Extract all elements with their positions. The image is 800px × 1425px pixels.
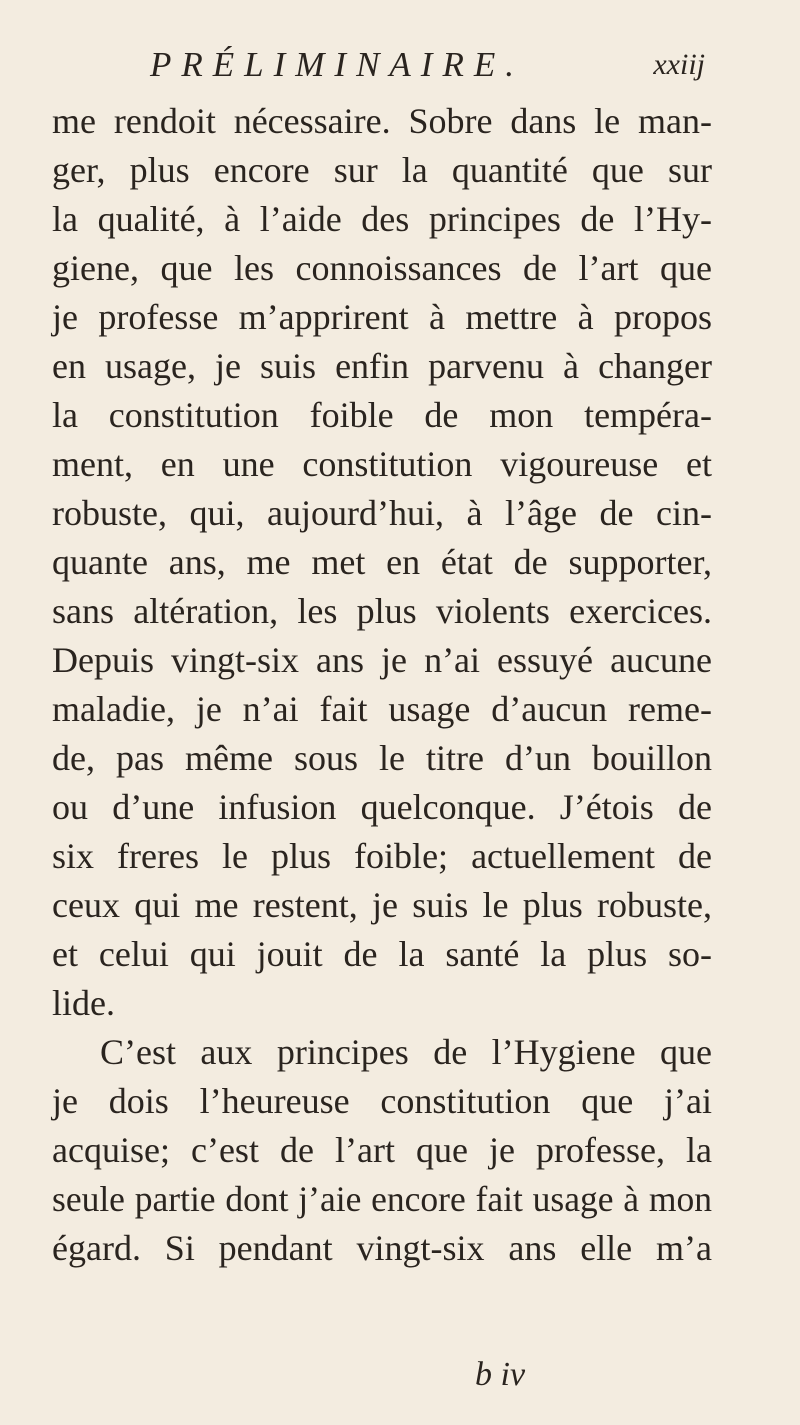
running-head <box>150 40 705 90</box>
text-line: ceux qui me restent, je suis le plus robuste, <box>52 885 712 925</box>
text-line: je dois l’heureuse constitution que j’ai <box>52 1081 712 1121</box>
text-line: giene, que les connoissances de l’art que <box>52 248 712 288</box>
text-line: en usage, je suis enfin parvenu à changer <box>52 346 712 386</box>
text-line: maladie, je n’ai fait usage d’aucun reme- <box>52 689 712 729</box>
text-line: robuste, qui, aujourd’hui, à l’âge de cin- <box>52 493 712 533</box>
paragraph-end-line: lide. <box>52 983 115 1023</box>
text-line: six freres le plus foible; actuellement de <box>52 836 712 876</box>
text-line: la constitution foible de mon tempéra- <box>52 395 712 435</box>
paragraph-start-line: C’est aux principes de l’Hygiene que <box>100 1032 712 1072</box>
running-title: PRÉLIMINAIRE. <box>150 45 524 84</box>
page-number: xxiij <box>653 48 705 81</box>
text-line: et celui qui jouit de la santé la plus so- <box>52 934 712 974</box>
body-text <box>52 97 712 1273</box>
text-line: acquise; c’est de l’art que je professe, la <box>52 1130 712 1170</box>
text-line: de, pas même sous le titre d’un bouillon <box>52 738 712 778</box>
text-line: ment, en une constitution vigoureuse et <box>52 444 712 484</box>
text-line: quante ans, me met en état de supporter, <box>52 542 712 582</box>
text-line: égard. Si pendant vingt-six ans elle m’a <box>52 1228 712 1268</box>
text-line: la qualité, à l’aide des principes de l’Hy- <box>52 199 712 239</box>
signature-mark: b iv <box>475 1356 526 1393</box>
text-line: ou d’une infusion quelconque. J’étois de <box>52 787 712 827</box>
text-line: seule partie dont j’aie encore fait usage à mon <box>52 1179 712 1219</box>
text-line: me rendoit nécessaire. Sobre dans le man- <box>52 101 712 141</box>
text-line: ger, plus encore sur la quantité que sur <box>52 150 712 190</box>
text-line: je professe m’apprirent à mettre à propos <box>52 297 712 337</box>
text-line: Depuis vingt-six ans je n’ai essuyé aucune <box>52 640 712 680</box>
text-line: sans altération, les plus violents exercices. <box>52 591 712 631</box>
